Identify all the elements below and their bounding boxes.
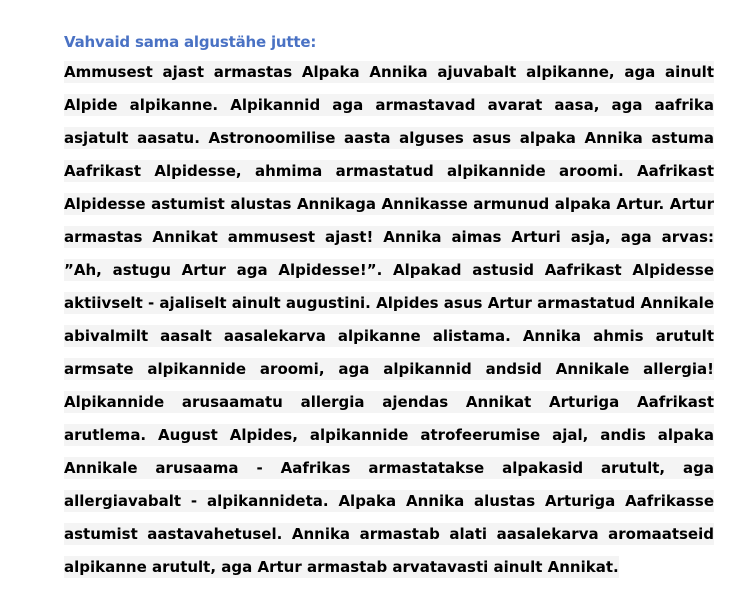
- document-paragraph: [64, 56, 714, 584]
- paragraph-text: Ammusest ajast armastas Alpaka Annika ajuvabalt alpikanne, aga ainult Alpide alpikanne. Alpikannid aga armastavad avarat aasa, aga aafrika asjatult aasatu. Astronoomilise aasta alguses asus alpaka Annika astuma Aafrikast Alpidesse, ahmima armastatud alpikannide aroomi. Aafrikast Alpidesse astumist alustas Annikaga Annikasse armunud alpaka Artur. Artur armastas Annikat ammusest ajast! Annika aimas Arturi asja, aga arvas: ”Ah, astugu Artur aga Alpidesse!”. Alpakad astusid Aafrikast Alpidesse aktiivselt - ajaliselt ainult augustini. Alpides asus Artur armastatud Annikale abivalmilt aasalt aasalekarva alpikanne alistama. Annika ahmis arutult armsate alpikannide aroomi, aga alpikannid andsid Annikale allergia! Alpikannide arusaamatu allergia ajendas Annikat Arturiga Aafrikast arutlema. August Alpides, alpikannide atrofeerumise ajal, andis alpaka Annikale arusaama - Aafrikas armastatakse alpakasid arutult, aga allergiavabalt - alpikannideta. Alpaka Annika alustas Arturiga Aafrikasse astumist aastavahetusel. Annika armastab alati aasalekarva aromaatseid alpikanne arutult, aga Artur armastab arvatavasti ainult Annikat.: [64, 63, 714, 576]
- document-heading: Vahvaid sama algustähe jutte:: [64, 33, 317, 51]
- document: [64, 24, 714, 584]
